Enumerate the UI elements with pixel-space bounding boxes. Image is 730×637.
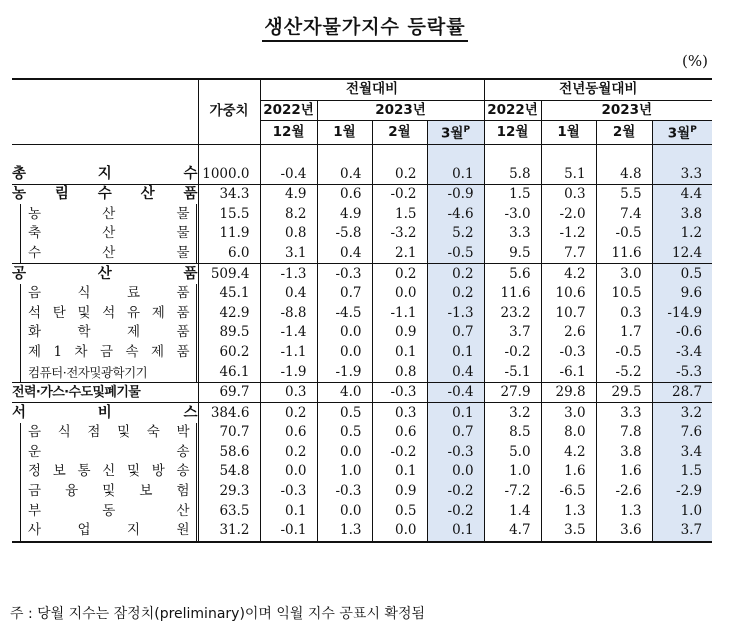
yoy-cell-1: 0.3 [541,184,596,204]
header-mom: 전월대비 [260,79,484,100]
mom-cell-3: 0.1 [427,343,484,363]
yoy-cell-0: 11.6 [484,284,541,304]
yoy-cell-1: 1.3 [541,501,596,521]
yoy-cell-0: 3.2 [484,403,541,423]
mom-cell-1: 4.0 [317,382,372,403]
yoy-cell-1: 8.0 [541,423,596,443]
mom-cell-0: 0.1 [260,501,317,521]
yoy-cell-3: 4.4 [652,184,712,204]
mom-cell-3: 0.4 [427,362,484,382]
mom-cell-1: 0.4 [317,164,372,184]
yoy-cell-2: 1.3 [596,501,652,521]
yoy-cell-3: 0.5 [652,264,712,284]
mom-cell-2: 0.2 [372,264,427,284]
row-label: 총 지 수 [12,165,198,182]
weight-cell: 63.5 [198,501,260,521]
row-label: 공 산 품 [12,264,198,284]
yoy-cell-1: 3.5 [541,521,596,542]
mom-cell-1: 0.5 [317,403,372,423]
weight-cell: 45.1 [198,284,260,304]
header-yoy-m3: 3월$^P$ [652,121,712,145]
weight-cell: 58.6 [198,443,260,463]
table-row [12,501,712,521]
mom-cell-2: 0.9 [372,323,427,343]
row-label: 부 동 산 [12,501,198,521]
mom-cell-0: -1.9 [260,362,317,382]
mom-cell-2: -0.2 [372,443,427,463]
table-row [12,403,712,423]
header-yoy-2022: 2022년 [484,100,541,121]
row-label: 정 보 통 신 및 방 송 [12,462,198,482]
mom-cell-2: -1.1 [372,303,427,323]
mom-cell-2: -0.3 [372,382,427,403]
mom-cell-1: 0.7 [317,284,372,304]
mom-cell-0: 3.1 [260,244,317,264]
mom-cell-1: 1.0 [317,462,372,482]
mom-cell-1: 0.5 [317,423,372,443]
weight-cell: 46.1 [198,362,260,382]
mom-cell-3: 0.7 [427,423,484,443]
yoy-cell-0: -5.1 [484,362,541,382]
mom-cell-2: -3.2 [372,224,427,244]
mom-cell-3: 5.2 [427,224,484,244]
mom-cell-0: 8.2 [260,204,317,224]
weight-cell: 89.5 [198,323,260,343]
yoy-cell-1: -6.5 [541,482,596,502]
yoy-cell-2: 3.0 [596,264,652,284]
row-label: 축 산 물 [12,224,198,244]
header-weight: 가중치 [198,79,260,144]
mom-cell-1: 0.4 [317,244,372,264]
row-label: 전력·가스·수도및폐기물 [12,382,198,403]
header-yoy-2023: 2023년 [541,100,712,121]
mom-cell-0: 0.3 [260,382,317,403]
mom-cell-3: -0.4 [427,382,484,403]
mom-cell-1: -0.3 [317,482,372,502]
yoy-cell-3: 9.6 [652,284,712,304]
mom-cell-0: 0.6 [260,423,317,443]
mom-cell-3: -4.6 [427,204,484,224]
yoy-cell-1: -0.3 [541,343,596,363]
mom-cell-3: 0.1 [427,403,484,423]
mom-cell-0: -0.3 [260,482,317,502]
weight-cell: 29.3 [198,482,260,502]
yoy-cell-2: 29.5 [596,382,652,403]
yoy-cell-2: -5.2 [596,362,652,382]
yoy-cell-0: 1.0 [484,462,541,482]
yoy-cell-1: 10.7 [541,303,596,323]
yoy-cell-3: -3.4 [652,343,712,363]
yoy-cell-1: 3.0 [541,403,596,423]
yoy-cell-1: 4.2 [541,264,596,284]
mom-cell-0: -1.3 [260,264,317,284]
header-mom-m12: 12월 [260,121,317,145]
yoy-cell-1: -6.1 [541,362,596,382]
row-label: 음 식 점 및 숙 박 [12,423,198,443]
header-mom-2023: 2023년 [317,100,484,121]
yoy-cell-0: 27.9 [484,382,541,403]
yoy-cell-2: 3.8 [596,443,652,463]
mom-cell-3: -0.2 [427,501,484,521]
yoy-cell-3: 3.3 [652,164,712,184]
yoy-cell-0: 3.7 [484,323,541,343]
mom-cell-3: 0.2 [427,264,484,284]
mom-cell-3: -0.9 [427,184,484,204]
yoy-cell-1: 10.6 [541,284,596,304]
mom-cell-1: -0.3 [317,264,372,284]
mom-cell-3: 0.1 [427,521,484,542]
mom-cell-1: 4.9 [317,204,372,224]
yoy-cell-0: -3.0 [484,204,541,224]
mom-cell-3: 0.0 [427,462,484,482]
mom-cell-3: -0.5 [427,244,484,264]
table-row [12,244,712,264]
weight-cell: 69.7 [198,382,260,403]
table-row [12,184,712,204]
header-mom-m2: 2월 [372,121,427,145]
yoy-cell-3: -14.9 [652,303,712,323]
mom-cell-3: -1.3 [427,303,484,323]
header-mom-m3: 3월$^P$ [427,121,484,145]
yoy-cell-0: 9.5 [484,244,541,264]
yoy-cell-0: 1.5 [484,184,541,204]
weight-cell: 70.7 [198,423,260,443]
mom-cell-0: -1.4 [260,323,317,343]
yoy-cell-2: -2.6 [596,482,652,502]
weight-cell: 11.9 [198,224,260,244]
table-row [12,323,712,343]
yoy-cell-2: 1.7 [596,323,652,343]
row-label: 석 탄 및 석 유 제 품 [12,303,198,323]
yoy-cell-3: 12.4 [652,244,712,264]
header-yoy-m12: 12월 [484,121,541,145]
header-corner [12,79,198,144]
yoy-cell-1: 2.6 [541,323,596,343]
mom-cell-0: 4.9 [260,184,317,204]
mom-cell-0: -0.4 [260,164,317,184]
mom-cell-1: 0.0 [317,323,372,343]
yoy-cell-2: 7.8 [596,423,652,443]
mom-cell-3: -0.2 [427,482,484,502]
mom-cell-1: 0.6 [317,184,372,204]
mom-cell-2: 0.2 [372,164,427,184]
mom-cell-1: 0.0 [317,343,372,363]
row-label: 화 학 제 품 [12,323,198,343]
weight-cell: 509.4 [198,264,260,284]
yoy-cell-1: 5.1 [541,164,596,184]
mom-cell-2: 0.3 [372,403,427,423]
yoy-cell-0: -7.2 [484,482,541,502]
mom-cell-1: 1.3 [317,521,372,542]
mom-cell-2: 0.0 [372,284,427,304]
header-mom-2022: 2022년 [260,100,317,121]
row-label: 제 1 차 금 속 제 품 [12,343,198,363]
table-row [12,443,712,463]
yoy-cell-3: 7.6 [652,423,712,443]
weight-cell: 42.9 [198,303,260,323]
row-label: 서 비 스 [12,403,198,423]
yoy-cell-2: 0.3 [596,303,652,323]
yoy-cell-2: 1.6 [596,462,652,482]
yoy-cell-2: -0.5 [596,343,652,363]
mom-cell-1: 0.0 [317,443,372,463]
table-row [12,264,712,284]
yoy-cell-1: 29.8 [541,382,596,403]
price-index-table [12,78,712,543]
yoy-cell-3: 3.8 [652,204,712,224]
mom-cell-2: 2.1 [372,244,427,264]
mom-cell-2: 0.8 [372,362,427,382]
table-row [12,303,712,323]
mom-cell-0: -0.1 [260,521,317,542]
yoy-cell-0: -0.2 [484,343,541,363]
yoy-cell-1: 4.2 [541,443,596,463]
header-yoy-m1: 1월 [541,121,596,145]
mom-cell-0: -8.8 [260,303,317,323]
yoy-cell-1: 1.6 [541,462,596,482]
yoy-cell-2: 7.4 [596,204,652,224]
yoy-cell-2: 10.5 [596,284,652,304]
yoy-cell-2: 5.5 [596,184,652,204]
mom-cell-0: 0.2 [260,403,317,423]
yoy-cell-0: 3.3 [484,224,541,244]
yoy-cell-0: 23.2 [484,303,541,323]
weight-cell: 34.3 [198,184,260,204]
mom-cell-0: -1.1 [260,343,317,363]
row-label: 농 림 수 산 품 [12,184,198,204]
table-row [12,482,712,502]
yoy-cell-3: 1.2 [652,224,712,244]
yoy-cell-2: 3.6 [596,521,652,542]
mom-cell-2: 0.0 [372,521,427,542]
row-label: 사 업 지 원 [12,521,198,542]
table-row [12,343,712,363]
weight-cell: 15.5 [198,204,260,224]
mom-cell-0: 0.2 [260,443,317,463]
table-row [12,521,712,542]
yoy-cell-0: 4.7 [484,521,541,542]
unit-label: (%) [682,52,708,70]
weight-cell: 1000.0 [198,164,260,184]
yoy-cell-3: -2.9 [652,482,712,502]
mom-cell-1: 0.0 [317,501,372,521]
yoy-cell-1: -2.0 [541,204,596,224]
mom-cell-2: 0.6 [372,423,427,443]
header-mom-m1: 1월 [317,121,372,145]
header-yoy: 전년동월대비 [484,79,712,100]
mom-cell-0: 0.0 [260,462,317,482]
mom-cell-1: -5.8 [317,224,372,244]
row-label: 금 융 및 보 험 [12,482,198,502]
yoy-cell-3: 3.4 [652,443,712,463]
mom-cell-3: 0.7 [427,323,484,343]
mom-cell-3: -0.3 [427,443,484,463]
mom-cell-3: 0.1 [427,164,484,184]
table-row [12,284,712,304]
mom-cell-2: 0.9 [372,482,427,502]
row-label: 농 산 물 [12,204,198,224]
mom-cell-3: 0.2 [427,284,484,304]
weight-cell: 60.2 [198,343,260,363]
yoy-cell-3: 3.2 [652,403,712,423]
table-row [12,204,712,224]
mom-cell-2: 0.1 [372,343,427,363]
yoy-cell-2: 3.3 [596,403,652,423]
yoy-cell-3: 28.7 [652,382,712,403]
row-label: 컴퓨터·전자및광학기기 [12,362,198,382]
yoy-cell-2: 4.8 [596,164,652,184]
header-gap [12,144,712,164]
yoy-cell-2: -0.5 [596,224,652,244]
table-row [12,224,712,244]
header-yoy-m2: 2월 [596,121,652,145]
mom-cell-1: -4.5 [317,303,372,323]
table-row [12,423,712,443]
mom-cell-2: -0.2 [372,184,427,204]
header-row-1 [12,79,712,100]
yoy-cell-1: -1.2 [541,224,596,244]
table-row [12,462,712,482]
weight-cell: 6.0 [198,244,260,264]
table-title: 생산자물가지수 등락률 [0,12,730,39]
table-row [12,382,712,403]
yoy-cell-3: -0.6 [652,323,712,343]
mom-cell-2: 0.1 [372,462,427,482]
mom-cell-0: 0.4 [260,284,317,304]
mom-cell-2: 0.5 [372,501,427,521]
table-row [12,362,712,382]
yoy-cell-3: 1.5 [652,462,712,482]
row-label: 운 송 [12,443,198,463]
row-label: 음 식 료 품 [12,284,198,304]
yoy-cell-3: -5.3 [652,362,712,382]
yoy-cell-3: 3.7 [652,521,712,542]
yoy-cell-0: 5.6 [484,264,541,284]
yoy-cell-0: 5.8 [484,164,541,184]
yoy-cell-3: 1.0 [652,501,712,521]
yoy-cell-2: 11.6 [596,244,652,264]
footnote: 주 : 당월 지수는 잠정치(preliminary)이며 익월 지수 공표시 확정됨 [10,606,425,622]
weight-cell: 384.6 [198,403,260,423]
yoy-cell-0: 1.4 [484,501,541,521]
table-row [12,164,712,184]
mom-cell-0: 0.8 [260,224,317,244]
yoy-cell-0: 5.0 [484,443,541,463]
weight-cell: 54.8 [198,462,260,482]
row-label: 수 산 물 [12,244,198,264]
mom-cell-1: -1.9 [317,362,372,382]
yoy-cell-1: 7.7 [541,244,596,264]
yoy-cell-0: 8.5 [484,423,541,443]
mom-cell-2: 1.5 [372,204,427,224]
weight-cell: 31.2 [198,521,260,542]
